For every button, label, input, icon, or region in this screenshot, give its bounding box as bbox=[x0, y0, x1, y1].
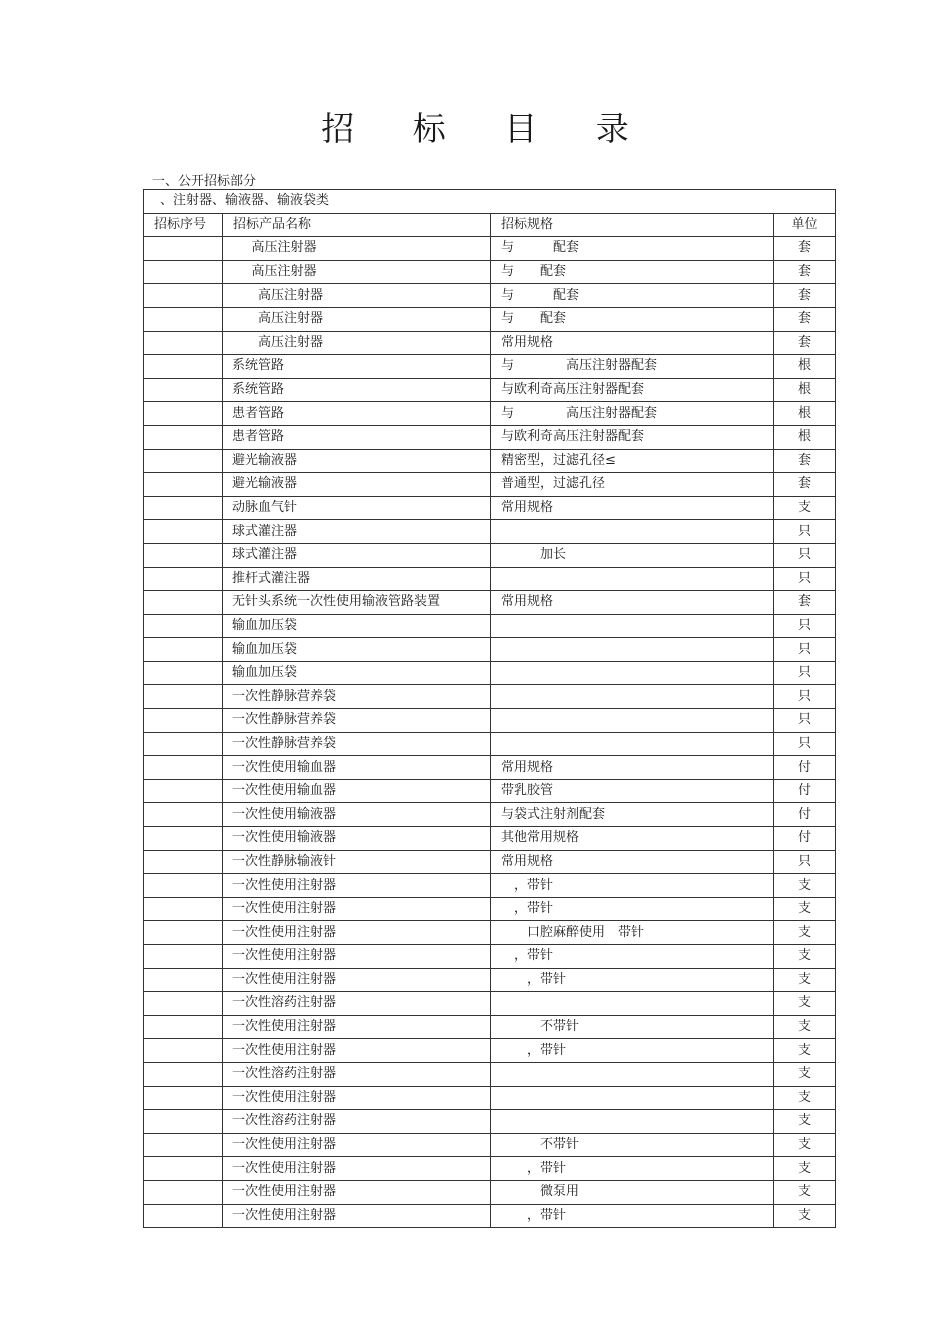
row-spec: 与 配套 bbox=[491, 307, 774, 331]
row-unit: 支 bbox=[774, 1204, 836, 1228]
row-seq bbox=[144, 1015, 223, 1039]
table-row bbox=[144, 779, 836, 803]
row-spec: 微泵用 bbox=[491, 1180, 774, 1204]
row-seq bbox=[144, 874, 223, 898]
row-spec: 加长 bbox=[491, 543, 774, 567]
row-spec: 常用规格 bbox=[491, 331, 774, 355]
row-spec: 与 配套 bbox=[491, 284, 774, 308]
row-product-name: 一次性使用注射器 bbox=[223, 1180, 491, 1204]
row-spec bbox=[491, 709, 774, 733]
row-seq bbox=[144, 850, 223, 874]
table-row bbox=[144, 1180, 836, 1204]
row-spec bbox=[491, 1086, 774, 1110]
row-unit: 支 bbox=[774, 1180, 836, 1204]
row-product-name: 一次性使用注射器 bbox=[223, 897, 491, 921]
row-seq bbox=[144, 307, 223, 331]
row-product-name: 一次性使用注射器 bbox=[223, 1157, 491, 1181]
row-spec: 普通型，过滤孔径 bbox=[491, 473, 774, 497]
table-row bbox=[144, 1062, 836, 1086]
row-unit: 支 bbox=[774, 1015, 836, 1039]
table-row bbox=[144, 661, 836, 685]
row-spec: 不带针 bbox=[491, 1133, 774, 1157]
row-product-name: 高压注射器 bbox=[223, 331, 491, 355]
row-product-name: 输血加压袋 bbox=[223, 638, 491, 662]
table-row bbox=[144, 591, 836, 615]
row-product-name: 球式灌注器 bbox=[223, 543, 491, 567]
row-unit: 套 bbox=[774, 449, 836, 473]
row-unit: 根 bbox=[774, 355, 836, 379]
row-product-name: 推杆式灌注器 bbox=[223, 567, 491, 591]
row-unit: 只 bbox=[774, 685, 836, 709]
table-row bbox=[144, 520, 836, 544]
row-product-name: 一次性使用注射器 bbox=[223, 1086, 491, 1110]
row-product-name: 一次性溶药注射器 bbox=[223, 1062, 491, 1086]
table-row bbox=[144, 237, 836, 261]
table-row bbox=[144, 1157, 836, 1181]
row-spec: ，带针 bbox=[491, 968, 774, 992]
row-product-name: 高压注射器 bbox=[223, 307, 491, 331]
row-unit: 支 bbox=[774, 945, 836, 969]
row-seq bbox=[144, 827, 223, 851]
row-spec: 其他常用规格 bbox=[491, 827, 774, 851]
row-unit: 支 bbox=[774, 1133, 836, 1157]
table-row bbox=[144, 709, 836, 733]
tender-table bbox=[143, 189, 836, 1228]
table-row bbox=[144, 874, 836, 898]
row-unit: 支 bbox=[774, 1039, 836, 1063]
row-unit: 支 bbox=[774, 921, 836, 945]
row-seq bbox=[144, 968, 223, 992]
row-seq bbox=[144, 1039, 223, 1063]
table-row bbox=[144, 850, 836, 874]
table-row bbox=[144, 992, 836, 1016]
page-title: 招 标 目 录 bbox=[321, 109, 653, 148]
row-spec: 与袋式注射剂配套 bbox=[491, 803, 774, 827]
row-unit: 付 bbox=[774, 756, 836, 780]
table-row bbox=[144, 921, 836, 945]
row-seq bbox=[144, 496, 223, 520]
table-row bbox=[144, 260, 836, 284]
row-product-name: 一次性溶药注射器 bbox=[223, 1110, 491, 1134]
table-row bbox=[144, 449, 836, 473]
row-spec: ，带针 bbox=[491, 1157, 774, 1181]
table-row bbox=[144, 685, 836, 709]
row-spec bbox=[491, 520, 774, 544]
row-product-name: 一次性使用注射器 bbox=[223, 1204, 491, 1228]
row-unit: 只 bbox=[774, 850, 836, 874]
row-spec: 常用规格 bbox=[491, 591, 774, 615]
row-unit: 只 bbox=[774, 732, 836, 756]
row-unit: 付 bbox=[774, 827, 836, 851]
row-spec: ，带针 bbox=[491, 945, 774, 969]
header-seq: 招标序号 bbox=[144, 213, 223, 237]
category-row bbox=[144, 190, 836, 214]
row-unit: 套 bbox=[774, 260, 836, 284]
row-product-name: 一次性使用注射器 bbox=[223, 1133, 491, 1157]
row-spec: ，带针 bbox=[491, 897, 774, 921]
row-unit: 套 bbox=[774, 473, 836, 497]
table-row bbox=[144, 378, 836, 402]
row-product-name: 高压注射器 bbox=[223, 284, 491, 308]
row-unit: 付 bbox=[774, 803, 836, 827]
table-row bbox=[144, 732, 836, 756]
row-unit: 只 bbox=[774, 709, 836, 733]
row-seq bbox=[144, 756, 223, 780]
row-spec: 与 高压注射器配套 bbox=[491, 402, 774, 426]
row-seq bbox=[144, 355, 223, 379]
row-product-name: 动脉血气针 bbox=[223, 496, 491, 520]
row-spec bbox=[491, 638, 774, 662]
row-unit: 支 bbox=[774, 1086, 836, 1110]
row-seq bbox=[144, 779, 223, 803]
table-row bbox=[144, 803, 836, 827]
row-seq bbox=[144, 709, 223, 733]
table-row bbox=[144, 355, 836, 379]
table-row bbox=[144, 331, 836, 355]
row-seq bbox=[144, 402, 223, 426]
row-unit: 只 bbox=[774, 614, 836, 638]
row-product-name: 避光输液器 bbox=[223, 449, 491, 473]
row-spec: 与 配套 bbox=[491, 260, 774, 284]
row-spec bbox=[491, 614, 774, 638]
table-row bbox=[144, 1110, 836, 1134]
row-unit: 只 bbox=[774, 661, 836, 685]
table-row bbox=[144, 945, 836, 969]
row-product-name: 避光输液器 bbox=[223, 473, 491, 497]
table-row bbox=[144, 425, 836, 449]
header-unit: 单位 bbox=[774, 213, 836, 237]
row-unit: 套 bbox=[774, 331, 836, 355]
header-name: 招标产品名称 bbox=[223, 213, 491, 237]
row-unit: 只 bbox=[774, 520, 836, 544]
row-seq bbox=[144, 237, 223, 261]
row-product-name: 一次性使用注射器 bbox=[223, 1015, 491, 1039]
row-unit: 支 bbox=[774, 874, 836, 898]
row-seq bbox=[144, 1086, 223, 1110]
row-product-name: 一次性静脉输液针 bbox=[223, 850, 491, 874]
row-unit: 支 bbox=[774, 496, 836, 520]
row-unit: 支 bbox=[774, 968, 836, 992]
table-row bbox=[144, 827, 836, 851]
table-row bbox=[144, 307, 836, 331]
row-product-name: 一次性静脉营养袋 bbox=[223, 685, 491, 709]
row-product-name: 患者管路 bbox=[223, 402, 491, 426]
table-row bbox=[144, 1086, 836, 1110]
row-seq bbox=[144, 992, 223, 1016]
row-product-name: 一次性溶药注射器 bbox=[223, 992, 491, 1016]
table-row bbox=[144, 638, 836, 662]
row-seq bbox=[144, 473, 223, 497]
row-seq bbox=[144, 520, 223, 544]
row-seq bbox=[144, 945, 223, 969]
row-seq bbox=[144, 378, 223, 402]
row-unit: 支 bbox=[774, 1110, 836, 1134]
row-product-name: 一次性使用注射器 bbox=[223, 945, 491, 969]
row-spec: 常用规格 bbox=[491, 756, 774, 780]
row-product-name: 一次性使用注射器 bbox=[223, 921, 491, 945]
table-row bbox=[144, 284, 836, 308]
row-product-name: 系统管路 bbox=[223, 378, 491, 402]
row-seq bbox=[144, 921, 223, 945]
row-seq bbox=[144, 543, 223, 567]
row-product-name: 一次性使用注射器 bbox=[223, 874, 491, 898]
row-unit: 只 bbox=[774, 638, 836, 662]
row-product-name: 患者管路 bbox=[223, 425, 491, 449]
table-row bbox=[144, 968, 836, 992]
table-row bbox=[144, 1039, 836, 1063]
table-row bbox=[144, 543, 836, 567]
row-spec: 精密型，过滤孔径≤ bbox=[491, 449, 774, 473]
row-unit: 付 bbox=[774, 779, 836, 803]
row-seq bbox=[144, 661, 223, 685]
row-seq bbox=[144, 614, 223, 638]
table-row bbox=[144, 402, 836, 426]
table-row bbox=[144, 473, 836, 497]
row-unit: 根 bbox=[774, 425, 836, 449]
row-unit: 根 bbox=[774, 402, 836, 426]
row-spec: 常用规格 bbox=[491, 496, 774, 520]
row-product-name: 一次性使用输液器 bbox=[223, 827, 491, 851]
row-unit: 支 bbox=[774, 992, 836, 1016]
table-row bbox=[144, 756, 836, 780]
row-seq bbox=[144, 1180, 223, 1204]
row-spec: ，带针 bbox=[491, 1039, 774, 1063]
row-seq bbox=[144, 331, 223, 355]
row-unit: 套 bbox=[774, 307, 836, 331]
row-spec bbox=[491, 567, 774, 591]
row-seq bbox=[144, 1133, 223, 1157]
row-spec: 口腔麻醉使用 带针 bbox=[491, 921, 774, 945]
row-unit: 只 bbox=[774, 567, 836, 591]
row-seq bbox=[144, 284, 223, 308]
category-label: 、注射器、输液器、输液袋类 bbox=[144, 190, 836, 214]
row-unit: 支 bbox=[774, 897, 836, 921]
row-seq bbox=[144, 1110, 223, 1134]
table-row bbox=[144, 897, 836, 921]
row-product-name: 输血加压袋 bbox=[223, 661, 491, 685]
row-spec bbox=[491, 992, 774, 1016]
row-seq bbox=[144, 260, 223, 284]
row-unit: 套 bbox=[774, 591, 836, 615]
row-spec: ，带针 bbox=[491, 1204, 774, 1228]
row-product-name: 高压注射器 bbox=[223, 260, 491, 284]
row-spec: ，带针 bbox=[491, 874, 774, 898]
row-seq bbox=[144, 897, 223, 921]
row-seq bbox=[144, 1204, 223, 1228]
row-product-name: 一次性使用注射器 bbox=[223, 1039, 491, 1063]
table-row bbox=[144, 1204, 836, 1228]
row-unit: 套 bbox=[774, 237, 836, 261]
row-product-name: 一次性使用输血器 bbox=[223, 779, 491, 803]
table-row bbox=[144, 496, 836, 520]
row-product-name: 一次性使用输液器 bbox=[223, 803, 491, 827]
row-spec: 带乳胶管 bbox=[491, 779, 774, 803]
row-seq bbox=[144, 638, 223, 662]
row-spec bbox=[491, 1062, 774, 1086]
header-row bbox=[144, 213, 836, 237]
table-row bbox=[144, 614, 836, 638]
row-unit: 套 bbox=[774, 284, 836, 308]
row-product-name: 高压注射器 bbox=[223, 237, 491, 261]
row-spec bbox=[491, 661, 774, 685]
row-product-name: 无针头系统一次性使用输液管路装置 bbox=[223, 591, 491, 615]
row-product-name: 一次性静脉营养袋 bbox=[223, 732, 491, 756]
row-seq bbox=[144, 803, 223, 827]
row-unit: 根 bbox=[774, 378, 836, 402]
row-spec: 与 高压注射器配套 bbox=[491, 355, 774, 379]
row-seq bbox=[144, 567, 223, 591]
header-spec: 招标规格 bbox=[491, 213, 774, 237]
row-product-name: 一次性使用输血器 bbox=[223, 756, 491, 780]
row-product-name: 球式灌注器 bbox=[223, 520, 491, 544]
row-seq bbox=[144, 425, 223, 449]
row-unit: 只 bbox=[774, 543, 836, 567]
row-product-name: 一次性使用注射器 bbox=[223, 968, 491, 992]
row-unit: 支 bbox=[774, 1062, 836, 1086]
row-product-name: 一次性静脉营养袋 bbox=[223, 709, 491, 733]
table-row bbox=[144, 1015, 836, 1039]
row-seq bbox=[144, 685, 223, 709]
row-spec: 与欧利奇高压注射器配套 bbox=[491, 378, 774, 402]
table-row bbox=[144, 1133, 836, 1157]
row-seq bbox=[144, 591, 223, 615]
row-spec bbox=[491, 1110, 774, 1134]
row-seq bbox=[144, 1062, 223, 1086]
row-seq bbox=[144, 449, 223, 473]
row-spec: 与欧利奇高压注射器配套 bbox=[491, 425, 774, 449]
table-row bbox=[144, 567, 836, 591]
row-spec: 常用规格 bbox=[491, 850, 774, 874]
row-unit: 支 bbox=[774, 1157, 836, 1181]
row-product-name: 输血加压袋 bbox=[223, 614, 491, 638]
row-product-name: 系统管路 bbox=[223, 355, 491, 379]
section-heading: 一、公开招标部分 bbox=[152, 174, 257, 189]
row-seq bbox=[144, 1157, 223, 1181]
row-seq bbox=[144, 732, 223, 756]
row-spec: 与 配套 bbox=[491, 237, 774, 261]
row-spec: 不带针 bbox=[491, 1015, 774, 1039]
row-spec bbox=[491, 732, 774, 756]
row-spec bbox=[491, 685, 774, 709]
